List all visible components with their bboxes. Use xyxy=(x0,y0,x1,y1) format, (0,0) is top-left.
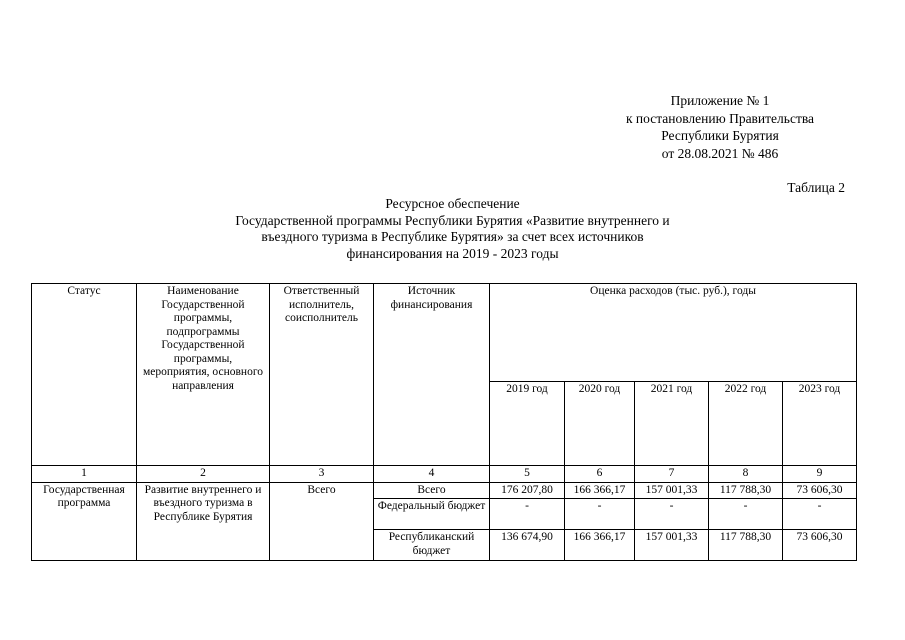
source-label: Всего xyxy=(374,482,490,499)
value-cell: - xyxy=(709,499,783,530)
row-responsible: Всего xyxy=(270,482,374,561)
value-cell: 136 674,90 xyxy=(490,530,565,561)
appendix-line-4: от 28.08.2021 № 486 xyxy=(661,145,779,161)
source-label: Федеральный бюджет xyxy=(374,499,490,530)
appendix-line-2: к постановлению Правительства xyxy=(625,110,815,126)
value-cell: 157 001,33 xyxy=(635,530,709,561)
value-cell: 166 366,17 xyxy=(565,482,635,499)
title-line-2: Государственной программы Республики Бурятия «Развитие внутреннего и xyxy=(235,212,670,228)
header-estimate: Оценка расходов (тыс. руб.), годы xyxy=(490,284,857,382)
value-cell: 73 606,30 xyxy=(783,482,857,499)
value-cell: 73 606,30 xyxy=(783,530,857,561)
column-number: 8 xyxy=(709,466,783,483)
value-cell: - xyxy=(635,499,709,530)
table-row xyxy=(32,482,857,499)
value-cell: - xyxy=(490,499,565,530)
column-number: 1 xyxy=(32,466,137,483)
header-year: 2023 год xyxy=(783,382,857,466)
header-year: 2019 год xyxy=(490,382,565,466)
column-number: 6 xyxy=(565,466,635,483)
header-year: 2020 год xyxy=(565,382,635,466)
header-responsible: Ответственный исполнитель, соисполнитель xyxy=(270,284,374,466)
appendix-line-3: Республики Бурятия xyxy=(661,128,779,143)
table-label: Таблица 2 xyxy=(787,180,845,195)
title-line-1: Ресурсное обеспечение xyxy=(385,196,520,211)
document-title xyxy=(150,196,755,262)
header-year: 2021 год xyxy=(635,382,709,466)
title-line-3: въездного туризма в Республике Бурятия» за счет всех источников xyxy=(261,229,644,244)
value-cell: 157 001,33 xyxy=(635,482,709,499)
appendix-block xyxy=(600,92,840,162)
row-status: Государственная программа xyxy=(32,482,137,561)
appendix-line-1: Приложение № 1 xyxy=(670,93,770,108)
column-number: 7 xyxy=(635,466,709,483)
header-row xyxy=(32,284,857,382)
column-number: 9 xyxy=(783,466,857,483)
value-cell: 176 207,80 xyxy=(490,482,565,499)
row-name: Развитие внутреннего и въездного туризма в Республике Бурятия xyxy=(137,482,270,561)
value-cell: 166 366,17 xyxy=(565,530,635,561)
header-source: Источник финансирования xyxy=(374,284,490,466)
title-line-4: финансирования на 2019 - 2023 годы xyxy=(346,245,559,261)
value-cell: 117 788,30 xyxy=(709,530,783,561)
column-numbers-row xyxy=(32,466,857,483)
source-label: Республиканский бюджет xyxy=(374,530,490,561)
header-name: Наименование Государственной программы, подпрограммы Государственной программы, мероприятия, основного направления xyxy=(137,284,270,466)
value-cell: - xyxy=(783,499,857,530)
column-number: 5 xyxy=(490,466,565,483)
header-year: 2022 год xyxy=(709,382,783,466)
column-number: 2 xyxy=(137,466,270,483)
column-number: 3 xyxy=(270,466,374,483)
value-cell: 117 788,30 xyxy=(709,482,783,499)
header-status: Статус xyxy=(32,284,137,466)
column-number: 4 xyxy=(374,466,490,483)
resource-table xyxy=(31,283,857,561)
value-cell: - xyxy=(565,499,635,530)
